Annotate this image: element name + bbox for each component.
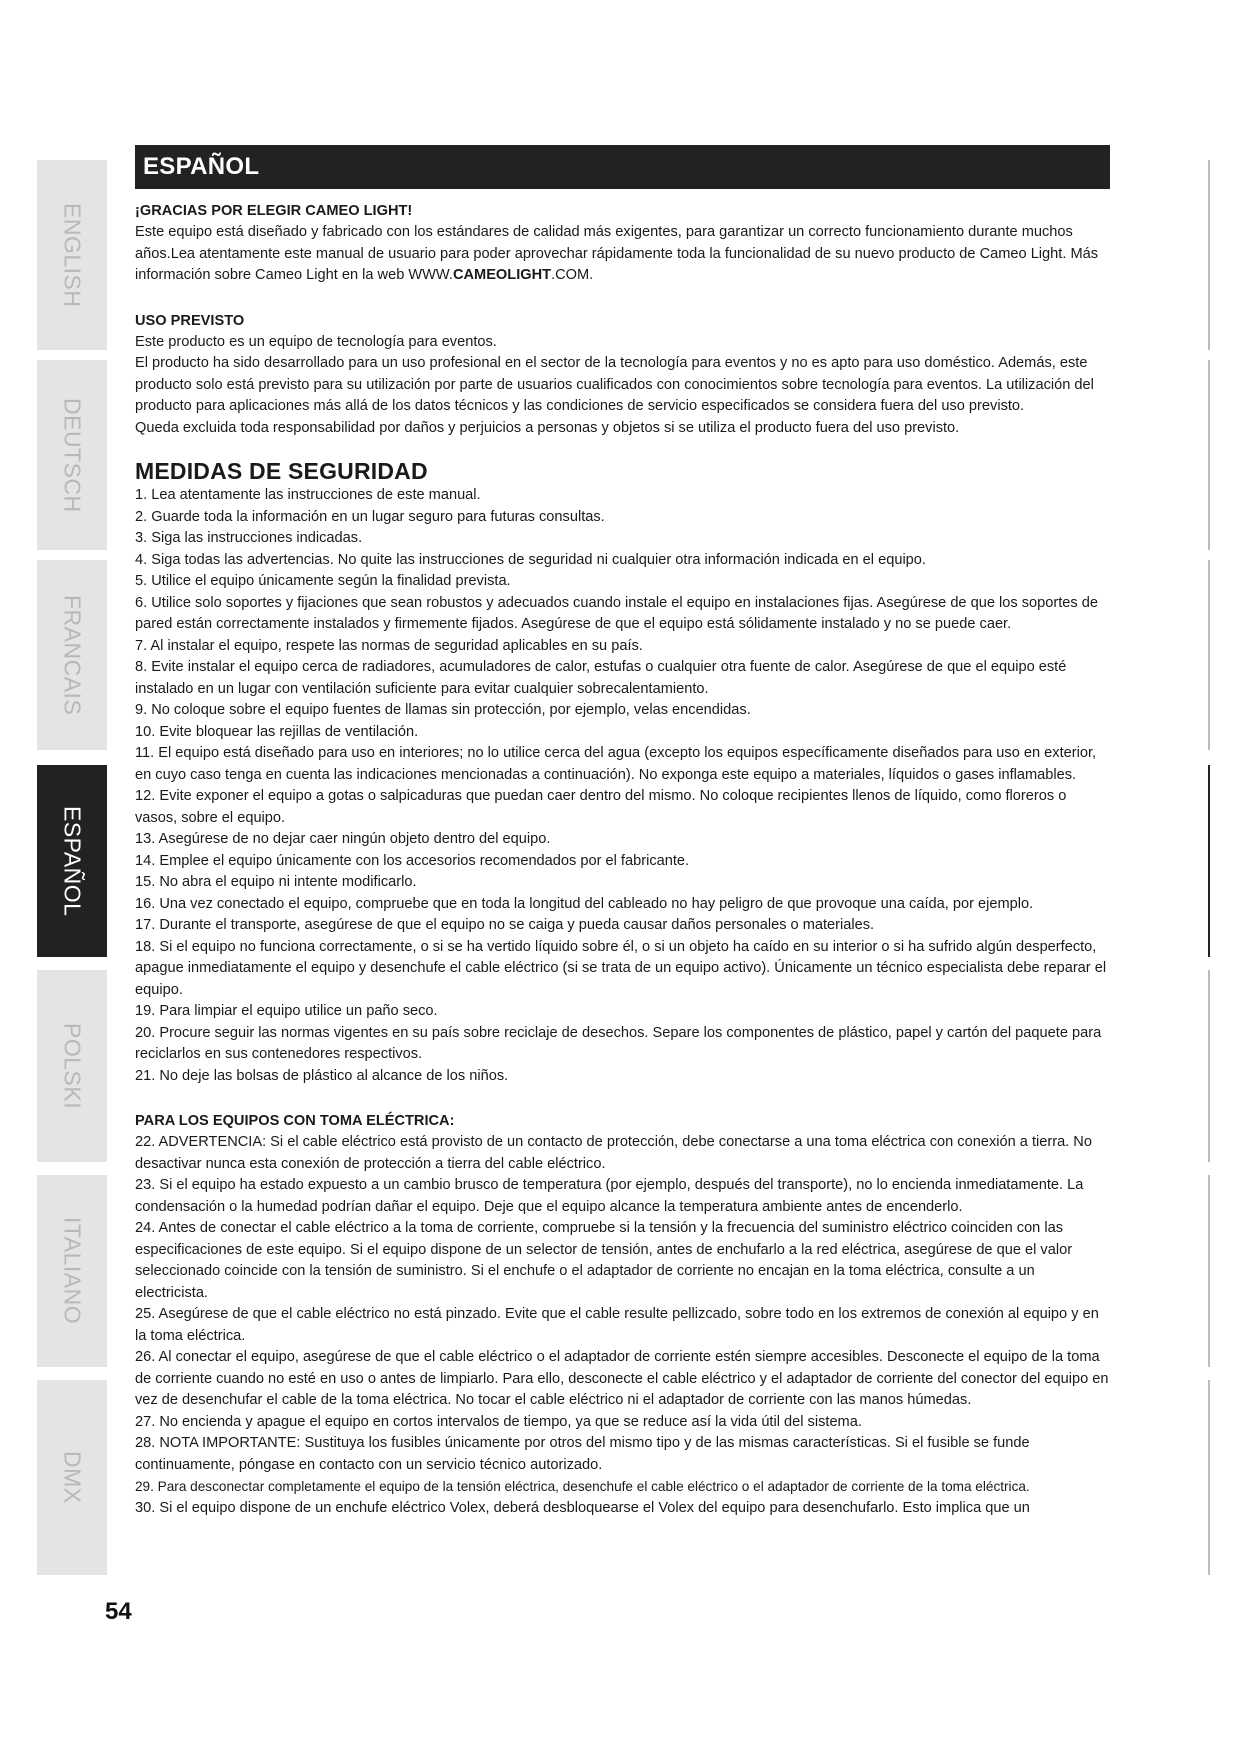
seguridad-item: 8. Evite instalar el equipo cerca de radiadores, acumuladores de calor, estufas o cualquier otra fuente de calor. Asegúrese de que el equipo esté instalado en un lugar con ventilación suficiente para evitar cualquier sobrecalentamiento. [135,659,1067,697]
tab-francais[interactable] [37,560,107,750]
intro-heading: ¡GRACIAS POR ELEGIR CAMEO LIGHT! [135,203,413,219]
seguridad-item: 5. Utilice el equipo únicamente según la finalidad prevista. [135,573,511,589]
uso-previsto-heading: USO PREVISTO [135,312,245,329]
toma-item: 30. Si el equipo dispone de un enchufe eléctrico Volex, deberá desbloquearse el Volex del equipo para desenchufarlo. Esto implica que un [135,1499,1030,1516]
right-rule-5 [1208,970,1210,1162]
seguridad-item: 3. Siga las instrucciones indicadas. [135,530,363,546]
tab-italiano-label: ITALIANO [59,1217,86,1325]
seguridad-item: 11. El equipo está diseñado para uso en interiores; no lo utilice cerca del agua (excepto los equipos específicamente diseñados para uso en exterior, en cuyo caso tenga en cuenta las indicaciones mencionadas a continuación). No exponga este equipo a materiales, líquidos o gases inflamables. [135,745,1097,783]
right-rule-7 [1208,1380,1210,1575]
section-header [135,145,1110,189]
intro-web-bold: CAMEOLIGHT [452,267,552,283]
toma-item: 24. Antes de conectar el cable eléctrico a la toma de corriente, compruebe si la tensión y la frecuencia del suministro eléctrico coinciden con las especificaciones de este equipo. Si el equipo dispone de un selector de tensión, antes de enchufarlo a la red eléctrica, asegúrese de que el valor seleccionado coincide con la tensión de suministro. Si el enchufe o el adaptador de corriente no encajan en la toma eléctrica, consulte a un electricista. [135,1220,1073,1301]
seguridad-item: 7. Al instalar el equipo, respete las normas de seguridad aplicables en su país. [135,637,643,654]
toma-item: 26. Al conectar el equipo, asegúrese de que el cable eléctrico o el adaptador de corriente estén siempre accesibles. Desconecte el equipo de la toma de corriente cuando no esté en uso o antes de limpiarlo. Para ello, desconecte el cable eléctrico y el adaptador de corriente del conector del equipo en vez de desenchufar el cable de la toma eléctrica. No tocar el cable eléctrico ni el adaptador de corriente con las manos húmedas. [135,1349,1109,1408]
seguridad-item: 14. Emplee el equipo únicamente con los accesorios recomendados por el fabricante. [135,852,690,869]
tab-espanol-label: ESPAÑOL [59,805,86,917]
seguridad-item: 20. Procure seguir las normas vigentes en su país sobre reciclaje de desechos. Separe los componentes de plástico, papel y cartón del paquete para reciclarlos en sus contenedores respectivos. [135,1024,1102,1062]
right-rule-6 [1208,1175,1210,1367]
toma-electrica-list [135,1132,1110,1519]
tab-polski[interactable] [37,970,107,1162]
seguridad-item: 1. Lea atentamente las instrucciones de este manual. [135,487,481,503]
tab-dmx[interactable] [37,1380,107,1575]
toma-item: 23. Si el equipo ha estado expuesto a un cambio brusco de temperatura (por ejemplo, después del transporte), no lo encienda inmediatamente. La condensación o la humedad podrían dañar el equipo. Deje que el equipo alcance la temperatura ambiente antes de encenderlo. [135,1177,1084,1215]
toma-item: 22. ADVERTENCIA: Si el cable eléctrico está provisto de un contacto de protección, debe conectarse a una toma eléctrica con conexión a tierra. No desactivar nunca esta conexión de protección a tierra del cable eléctrico. [135,1134,1092,1172]
seguridad-item: 9. No coloque sobre el equipo fuentes de llamas sin protección, por ejemplo, velas encendidas. [135,702,751,718]
tab-dmx-label: DMX [59,1451,86,1504]
seguridad-item: 17. Durante el transporte, asegúrese de que el equipo no se caiga y pueda causar daños personales o materiales. [135,917,875,933]
seguridad-heading: MEDIDAS DE SEGURIDAD [135,458,428,484]
seguridad-item: 2. Guarde toda la información en un lugar seguro para futuras consultas. [135,508,605,525]
seguridad-item: 21. No deje las bolsas de plástico al alcance de los niños. [135,1067,509,1084]
right-rule-2 [1208,360,1210,550]
seguridad-item: 10. Evite bloquear las rejillas de ventilación. [135,723,419,740]
intro-web-suffix: .COM. [551,267,594,283]
uso-previsto-p1: Este producto es un equipo de tecnología para eventos. [135,333,497,350]
tab-francais-label: FRANCAIS [59,594,86,716]
right-rule-1 [1208,160,1210,350]
toma-item: 28. NOTA IMPORTANTE: Sustituya los fusibles únicamente por otros del mismo tipo y de las mismas características. Si el fusible se funde continuamente, póngase en contacto con un servicio técnico autorizado. [135,1435,1030,1473]
uso-previsto-p2: El producto ha sido desarrollado para un uso profesional en el sector de la tecnología para eventos y no es apto para uso doméstico. Además, este producto solo está previsto para su utilización por parte de usuarios cualificados con conocimientos sobre tecnología para eventos. La utilización del producto para aplicaciones más allá de los datos técnicos y las condiciones de servicio especificados se considera fuera del uso previsto. [135,355,1094,414]
intro-paragraph [135,222,1110,287]
seguridad-item: 19. Para limpiar el equipo utilice un paño seco. [135,1003,438,1019]
toma-electrica-heading: PARA LOS EQUIPOS CON TOMA ELÉCTRICA: [135,1113,455,1129]
toma-item: 25. Asegúrese de que el cable eléctrico no está pinzado. Evite que el cable resulte pellizcado, sobre todo en los extremos de conexión al equipo y en la toma eléctrica. [135,1306,1099,1344]
tab-italiano[interactable] [37,1175,107,1367]
tab-english[interactable] [37,160,107,350]
page-number: 54 [105,1598,132,1625]
seguridad-item: 16. Una vez conectado el equipo, compruebe que en toda la longitud del cableado no hay peligro de que provoque una caída, por ejemplo. [135,895,1034,912]
seguridad-item: 4. Siga todas las advertencias. No quite las instrucciones de seguridad ni cualquier otra información indicada en el equipo. [135,551,926,568]
seguridad-item: 13. Asegúrese de no dejar caer ningún objeto dentro del equipo. [135,831,551,847]
right-rule-3 [1208,560,1210,750]
main-content [135,145,1110,1519]
seguridad-item: 15. No abra el equipo ni intente modificarlo. [135,874,417,890]
tab-deutsch-label: DEUTSCH [59,397,86,513]
tab-espanol[interactable] [37,765,107,957]
seguridad-item: 18. Si el equipo no funciona correctamente, o si se ha vertido líquido sobre él, o si un objeto ha caído en su interior o si ha sufrido algún desperfecto, apague inmediatamente el equipo y desenchufe el cable eléctrico (si se trata de un equipo activo). Únicamente un técnico especialista debe reparar el equipo. [135,938,1107,998]
seguridad-item: 6. Utilice solo soportes y fijaciones que sean robustos y adecuados cuando instale el equipo en instalaciones fijas. Asegúrese de que los soportes de pared están correctamente instalados y firmemente fijados. Asegúrese de que el equipo está sólidamente instalado y no se puede caer. [135,594,1098,632]
toma-item: 29. Para desconectar completamente el equipo de la tensión eléctrica, desenchufe el cable eléctrico o el adaptador de corriente de la toma eléctrica. [135,1479,1030,1494]
right-rule-active [1208,765,1210,957]
section-title: ESPAÑOL [143,153,260,180]
tab-polski-label: POLSKI [59,1022,86,1110]
toma-item: 27. No encienda y apague el equipo en cortos intervalos de tiempo, ya que se reduce así la vida útil del sistema. [135,1413,862,1430]
seguridad-item: 12. Evite exponer el equipo a gotas o salpicaduras que puedan caer dentro del mismo. No coloque recipientes llenos de líquido, como floreros o vasos, sobre el equipo. [135,788,1067,826]
uso-previsto-p3: Queda excluida toda responsabilidad por daños y perjuicios a personas y objetos si se utiliza el producto fuera del uso previsto. [135,419,960,436]
tab-english-label: ENGLISH [59,202,86,308]
intro-text: Este equipo está diseñado y fabricado con los estándares de calidad más exigentes, para garantizar un correcto funcionamiento durante muchos años.Lea atentamente este manual de usuario para poder aprovechar rápidamente toda la funcionalidad de su nuevo producto de Cameo Light. Más información sobre Cameo Light en la web WWW. [135,224,1099,283]
seguridad-list [135,485,1110,1087]
tab-deutsch[interactable] [37,360,107,550]
